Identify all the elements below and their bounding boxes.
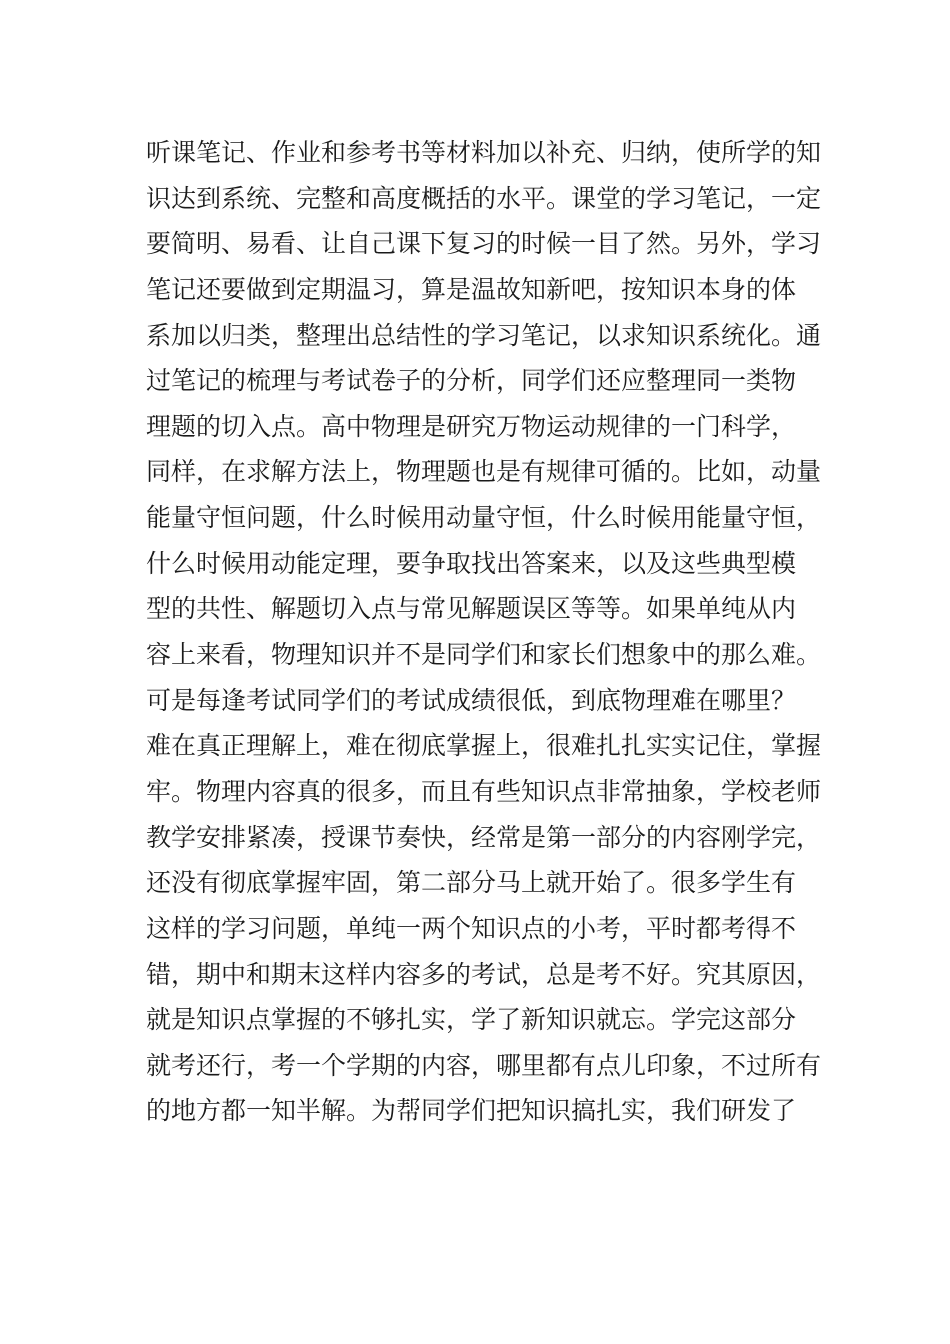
text-line: 听课笔记、作业和参考书等材料加以补充、归纳，使所学的知: [146, 138, 822, 167]
text-line: 能量守恒问题，什么时候用动量守恒，什么时候用能量守恒，: [146, 503, 822, 533]
text-line: 识达到系统、完整和高度概括的水平。课堂的学习笔记，一定: [146, 183, 822, 213]
text-line: 系加以归类，整理出总结性的学习笔记，以求知识系统化。通: [146, 320, 822, 350]
text-line: 牢。物理内容真的很多，而且有些知识点非常抽象，学校老师: [146, 776, 822, 806]
text-line: 理题的切入点。高中物理是研究万物运动规律的一门科学，: [146, 411, 797, 441]
text-line: 同样，在求解方法上，物理题也是有规律可循的。比如，动量: [146, 457, 822, 487]
text-line: 要简明、易看、让自己课下复习的时候一目了然。另外，学习: [146, 229, 822, 259]
text-line: 这样的学习问题，单纯一两个知识点的小考，平时都考得不: [146, 913, 797, 943]
text-line: 难在真正理解上，难在彻底掌握上，很难扎扎实实记住，掌握: [146, 731, 822, 761]
text-line: 还没有彻底掌握牢固，第二部分马上就开始了。很多学生有: [146, 868, 797, 898]
body-paragraph: [146, 130, 826, 1134]
text-line: 容上来看，物理知识并不是同学们和家长们想象中的那么难。: [146, 640, 822, 670]
text-line: 型的共性、解题切入点与常见解题误区等等。如果单纯从内: [146, 594, 797, 624]
text-line: 过笔记的梳理与考试卷子的分析，同学们还应整理同一类物: [146, 366, 797, 396]
text-line: 的地方都一知半解。为帮同学们把知识搞扎实，我们研发了: [146, 1096, 797, 1126]
text-line: 就考还行，考一个学期的内容，哪里都有点儿印象，不过所有: [146, 1050, 822, 1080]
text-line: 教学安排紧凑，授课节奏快，经常是第一部分的内容刚学完，: [146, 822, 822, 852]
text-line: 错，期中和期末这样内容多的考试，总是考不好。究其原因，: [146, 959, 822, 989]
text-line: 什么时候用动能定理，要争取找出答案来，以及这些典型模: [146, 548, 797, 578]
text-line: 就是知识点掌握的不够扎实，学了新知识就忘。学完这部分: [146, 1005, 797, 1035]
text-line: 可是每逢考试同学们的考试成绩很低，到底物理难在哪里？: [146, 685, 797, 715]
text-line: 笔记还要做到定期温习，算是温故知新吧，按知识本身的体: [146, 274, 797, 304]
